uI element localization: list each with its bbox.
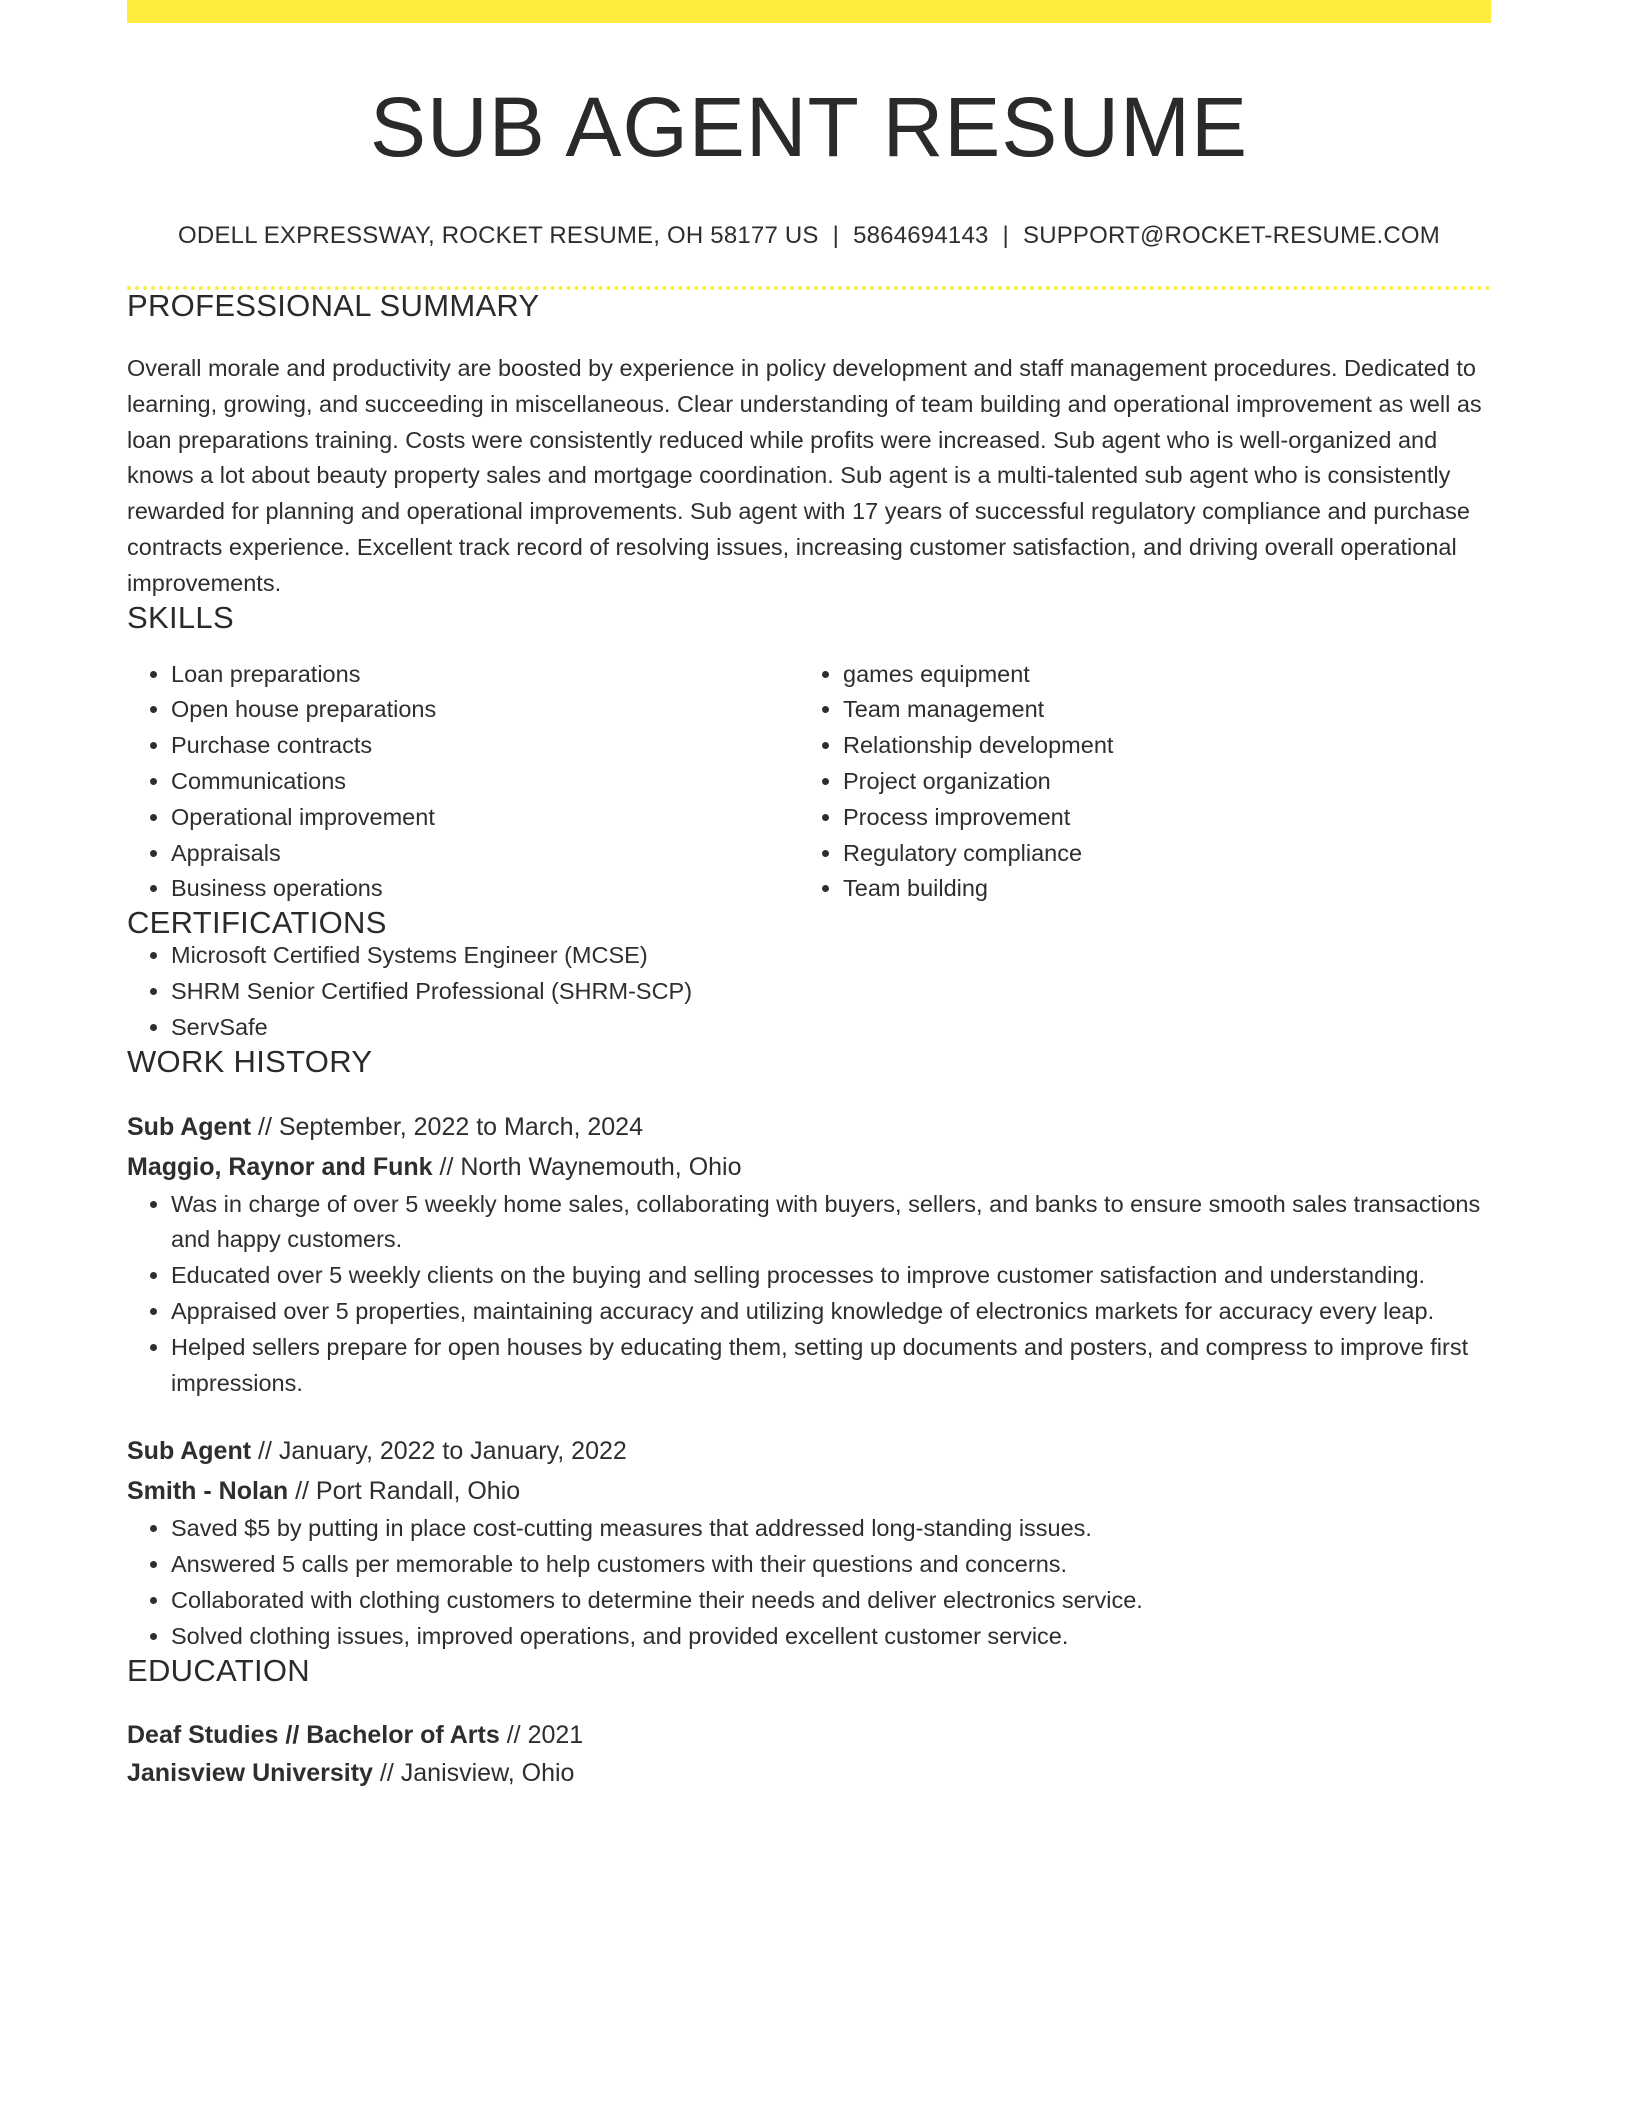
job-company: Smith - Nolan [127,1477,289,1506]
certification-item: • SHRM Senior Certified Professional (SHRM-SCP) [171,974,1491,1010]
job-bullet: • Helped sellers prepare for open houses by educating them, setting up documents and posters, and compress to improve first impressions. [171,1330,1491,1402]
job-dates: // September, 2022 to March, 2024 [258,1112,643,1141]
education-location: // Janisview, Ohio [379,1758,575,1787]
job-bullet: • Saved $5 by putting in place cost-cutting measures that addressed long-standing issues. [171,1511,1491,1547]
contact-phone: 5864694143 [853,222,989,249]
skill-item: • Team building [843,871,1471,907]
job-bullet: • Collaborated with clothing customers to determine their needs and deliver electronics service. [171,1583,1491,1619]
job-bullet: • Appraised over 5 properties, maintaining accuracy and utilizing knowledge of electronics markets for accuracy every leap. [171,1294,1491,1330]
contact-line [127,224,1491,248]
certification-item: • ServSafe [171,1010,1491,1046]
job-dates: // January, 2022 to January, 2022 [258,1437,627,1466]
job-bullet: • Was in charge of over 5 weekly home sales, collaborating with buyers, sellers, and banks to ensure smooth sales transactions and happy customers. [171,1187,1491,1259]
summary-text: Overall morale and productivity are boosted by experience in policy development and staff management procedures. Dedicated to learning, growing, and succeeding in miscellaneous. Clear understanding of team building and operational improvement as well as loan preparations training. Costs were consistently reduced while profits were increased. Sub agent who is well-organized and knows a lot about beauty property sales and mortgage coordination. Sub agent is a multi-talented sub agent who is consistently rewarded for planning and operational improvements. Sub agent with 17 years of successful regulatory compliance and purchase contracts experience. Excellent track record of resolving issues, increasing customer satisfaction, and driving overall operational improvements. [127,355,1482,596]
job-company-line [127,1471,1491,1511]
contact-separator: | [832,222,840,249]
skill-item: • Process improvement [843,800,1471,836]
education-heading: EDUCATION [127,1652,310,1688]
accent-top-bar [127,0,1491,23]
education-degree: Deaf Studies // Bachelor of Arts [127,1720,500,1749]
job-title-line [127,1107,1491,1147]
job-bullets [127,1187,1491,1402]
education-year: // 2021 [506,1720,584,1749]
job-entry [127,1431,1491,1654]
work-history-heading: WORK HISTORY [127,1043,373,1079]
skill-item: • Business operations [171,871,799,907]
skills-grid [127,657,1491,908]
certifications-list [127,938,1491,1045]
job-location: // North Waynemouth, Ohio [439,1152,742,1181]
skill-item: • Operational improvement [171,800,799,836]
job-bullet: • Educated over 5 weekly clients on the buying and selling processes to improve customer satisfaction and understanding. [171,1258,1491,1294]
job-title-line [127,1431,1491,1471]
job-bullets [127,1511,1491,1654]
skills-list-left [127,657,799,908]
skill-item: • Team management [843,692,1471,728]
skills-list-right [799,657,1471,908]
contact-email: SUPPORT@ROCKET-RESUME.COM [1022,222,1440,249]
education-school: Janisview University [127,1758,373,1787]
skill-item: • Project organization [843,764,1471,800]
education-degree-line [127,1716,1491,1754]
education-entry [127,1716,1491,1792]
job-company-line [127,1147,1491,1187]
skill-item: • Communications [171,764,799,800]
resume-page [127,0,1491,1792]
certifications-heading: CERTIFICATIONS [127,905,387,941]
job-bullet: • Solved clothing issues, improved operations, and provided excellent customer service. [171,1619,1491,1655]
job-bullet: • Answered 5 calls per memorable to help customers with their questions and concerns. [171,1547,1491,1583]
skill-item: • Open house preparations [171,692,799,728]
summary-heading: PROFESSIONAL SUMMARY [127,288,540,323]
skills-column-right [799,657,1471,908]
contact-address: ODELL EXPRESSWAY, ROCKET RESUME, OH 58177 US [178,222,819,249]
skill-item: • games equipment [843,657,1471,693]
education-school-line [127,1754,1491,1792]
skill-item: • Loan preparations [171,657,799,693]
job-entry [127,1107,1491,1402]
job-company: Maggio, Raynor and Funk [127,1152,433,1181]
job-title: Sub Agent [127,1437,252,1466]
skills-column-left [127,657,799,908]
skill-item: • Appraisals [171,836,799,872]
skill-item: • Relationship development [843,728,1471,764]
job-title: Sub Agent [127,1112,252,1141]
resume-title: SUB AGENT RESUME [370,80,1248,174]
contact-separator: | [1002,222,1009,249]
job-location: // Port Randall, Ohio [295,1477,521,1506]
skills-heading: SKILLS [127,599,234,635]
certification-item: • Microsoft Certified Systems Engineer (MCSE) [171,938,1491,974]
skill-item: • Purchase contracts [171,728,799,764]
skill-item: • Regulatory compliance [843,836,1471,872]
